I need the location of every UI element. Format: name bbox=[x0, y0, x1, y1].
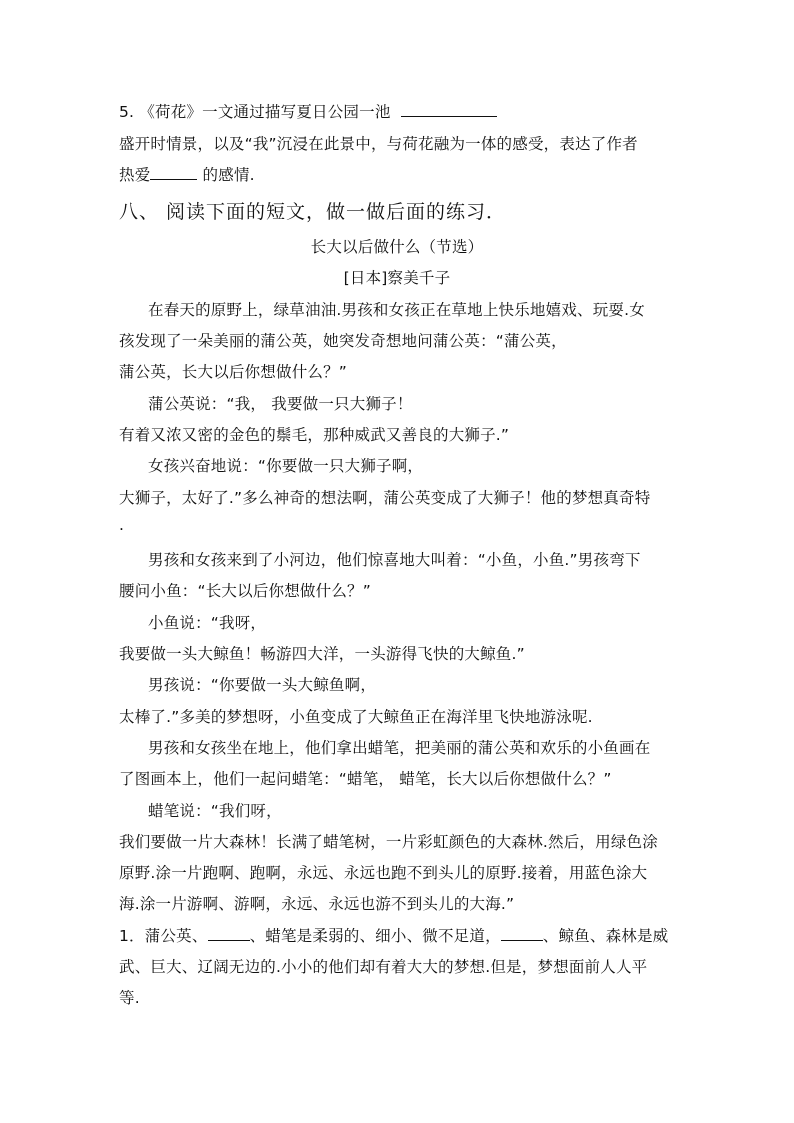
question-5-line-2: 盛开时情景，以及“我”沉浸在此景中，与荷花融为一体的感受，表达了作者 bbox=[119, 135, 638, 153]
article-line: 在春天的原野上，绿草油油.男孩和女孩正在草地上快乐地嬉戏、玩耍.女 bbox=[148, 301, 645, 319]
article-title: 长大以后做什么（节选） bbox=[310, 238, 484, 256]
article-author: [日本]察美千子 bbox=[343, 269, 451, 287]
article-line: 原野.涂一片跑啊、跑啊，永远、永远也跑不到头儿的原野.接着，用蓝色涂大 bbox=[119, 864, 648, 882]
article-line: . bbox=[119, 516, 125, 534]
article-line: 了图画本上，他们一起问蜡笔：“蜡笔， 蜡笔，长大以后你想做什么？” bbox=[119, 770, 612, 788]
question-1-line-3: 等. bbox=[119, 989, 140, 1007]
article-line: 太棒了.”多美的梦想呀，小鱼变成了大鲸鱼正在海洋里飞快地游泳呢. bbox=[119, 708, 593, 726]
article-line: 有着又浓又密的金色的鬃毛，那种威武又善良的大狮子.” bbox=[119, 426, 510, 444]
question-5-text-3b: 的感情. bbox=[202, 166, 255, 184]
article-line: 男孩和女孩来到了小河边，他们惊喜地大叫着：“小鱼，小鱼.”男孩弯下 bbox=[148, 551, 641, 569]
question-5-line-1 bbox=[119, 101, 497, 123]
answer-blank[interactable] bbox=[401, 102, 497, 117]
article-line: 小鱼说：“我呀， bbox=[148, 614, 267, 632]
article-line: 大狮子，太好了.”多么神奇的想法啊，蒲公英变成了大狮子！他的梦想真奇特 bbox=[119, 489, 651, 507]
answer-blank[interactable] bbox=[150, 165, 197, 180]
question-1-text-1: 1．蒲公英、 bbox=[119, 927, 208, 945]
question-5-text-1: 5. 《荷花》一文通过描写夏日公园一池 bbox=[119, 103, 391, 121]
article-line: 我们要做一片大森林！长满了蜡笔树，一片彩虹颜色的大森林.然后，用绿色涂 bbox=[119, 833, 658, 851]
answer-blank[interactable] bbox=[208, 926, 250, 941]
article-line: 男孩和女孩坐在地上，他们拿出蜡笔，把美丽的蒲公英和欢乐的小鱼画在 bbox=[148, 739, 651, 757]
article-line: 我要做一头大鲸鱼！畅游四大洋，一头游得飞快的大鲸鱼.” bbox=[119, 645, 525, 663]
question-5-text-3a: 热爱 bbox=[119, 166, 151, 184]
question-1-line-2: 武、巨大、辽阔无边的.小小的他们却有着大大的梦想.但是，梦想面前人人平 bbox=[119, 958, 648, 976]
article-line: 蒲公英，长大以后你想做什么？” bbox=[119, 363, 348, 381]
answer-blank[interactable] bbox=[501, 926, 543, 941]
section-heading: 八、 阅读下面的短文，做一做后面的练习． bbox=[119, 201, 507, 223]
article-line: 蒲公英说：“我， 我要做一只大狮子！ bbox=[148, 395, 413, 413]
article-line: 海.涂一片游啊、游啊，永远、永远也游不到头儿的大海.” bbox=[119, 895, 515, 913]
article-line: 腰问小鱼：“长大以后你想做什么？” bbox=[119, 582, 371, 600]
article-line: 女孩兴奋地说：“你要做一只大狮子啊， bbox=[148, 457, 424, 475]
article-line: 蜡笔说：“我们呀， bbox=[148, 802, 282, 820]
article-line: 孩发现了一朵美丽的蒲公英，她突发奇想地问蒲公英：“蒲公英， bbox=[119, 332, 567, 350]
question-1-text-2: 、蜡笔是柔弱的、细小、微不足道， bbox=[249, 927, 501, 945]
question-1-text-3: 、鲸鱼、森林是威 bbox=[542, 927, 669, 945]
question-1-line-1 bbox=[119, 925, 668, 947]
article-line: 男孩说：“你要做一头大鲸鱼啊， bbox=[148, 676, 377, 694]
question-5-line-3 bbox=[119, 164, 255, 186]
